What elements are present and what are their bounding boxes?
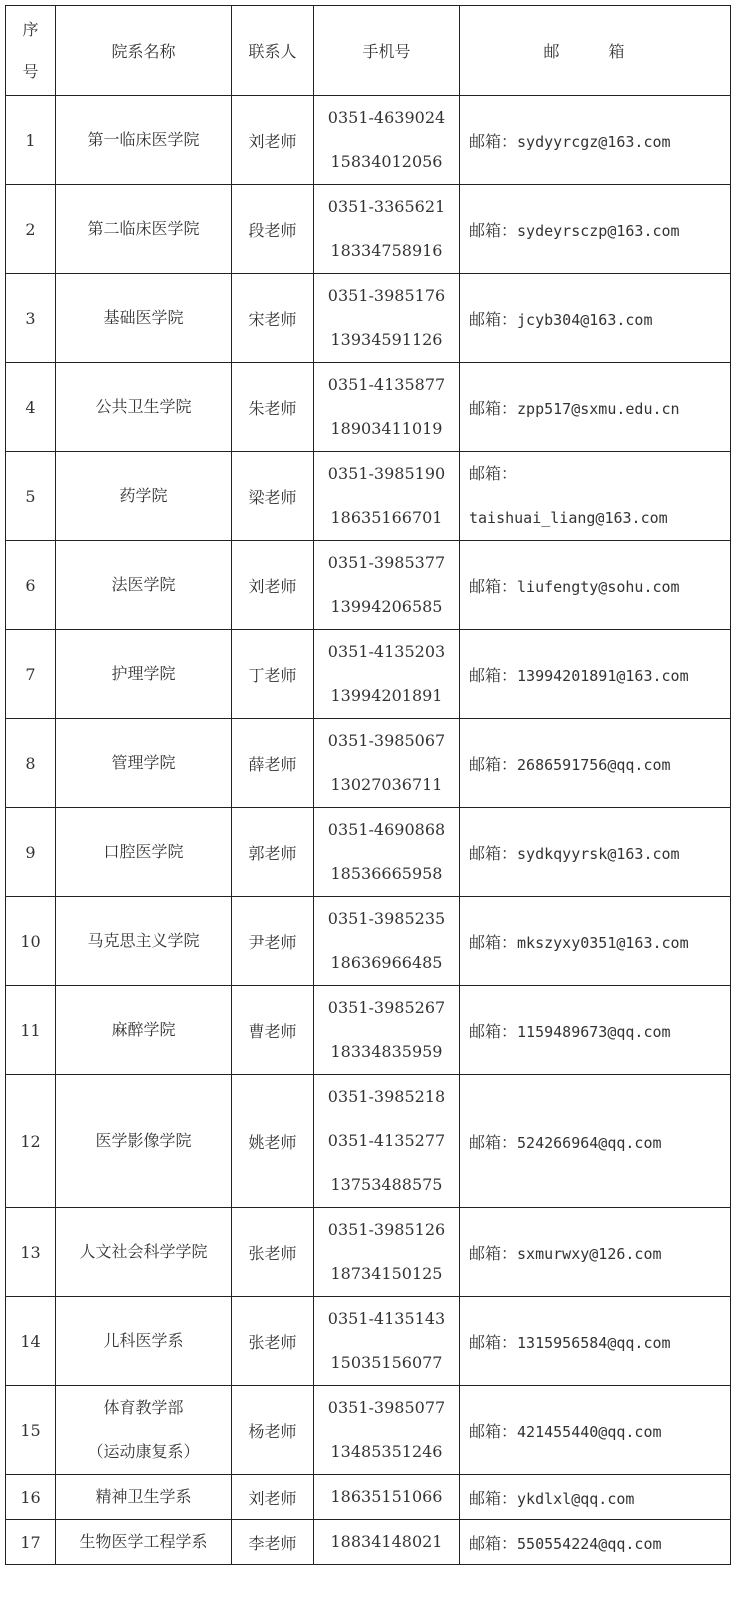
email-cell: [460, 1520, 731, 1565]
department-name: [56, 808, 232, 897]
department-name-line: 护理学院: [111, 664, 176, 683]
phone-number: 18334835959: [330, 1042, 443, 1061]
table-row: [6, 1475, 731, 1520]
contact-person: 杨老师: [232, 1386, 314, 1475]
contact-person: 梁老师: [232, 452, 314, 541]
department-name: [56, 986, 232, 1075]
row-index: 5: [6, 452, 56, 541]
phone-number: 13027036711: [330, 775, 443, 794]
phone-numbers: [314, 1475, 460, 1520]
email-address: ykdlxl@qq.com: [517, 1489, 635, 1508]
email-cell: [460, 808, 731, 897]
table-row: [6, 719, 731, 808]
table-row: [6, 541, 731, 630]
phone-numbers: [314, 1386, 460, 1475]
department-name-line: 马克思主义学院: [87, 931, 200, 950]
email-label: 邮箱：: [469, 1243, 518, 1263]
email-label: 邮箱：: [469, 665, 518, 685]
email-label: 邮箱：: [469, 398, 518, 418]
row-index: 2: [6, 185, 56, 274]
email-cell: [460, 274, 731, 363]
email-label: 邮箱：: [469, 464, 518, 483]
department-name: [56, 96, 232, 185]
contact-person: 宋老师: [232, 274, 314, 363]
phone-number: 0351-4690868: [327, 820, 446, 839]
email-label: 邮箱：: [469, 843, 518, 863]
department-name-line: 人文社会科学学院: [79, 1242, 208, 1261]
email-address: zpp517@sxmu.edu.cn: [517, 399, 680, 418]
contact-person: 张老师: [232, 1208, 314, 1297]
email-cell: [460, 96, 731, 185]
table-row: [6, 274, 731, 363]
row-index: 10: [6, 897, 56, 986]
phone-number: 13994206585: [330, 597, 443, 616]
row-index: 7: [6, 630, 56, 719]
contact-person: 薛老师: [232, 719, 314, 808]
department-name: [56, 1208, 232, 1297]
phone-number: 13934591126: [330, 330, 443, 349]
row-index: 14: [6, 1297, 56, 1386]
phone-number: 18334758916: [330, 241, 443, 260]
department-name: [56, 630, 232, 719]
header-email: 邮 箱: [460, 6, 731, 96]
table-body: [6, 96, 731, 1565]
email-address: mkszyxy0351@163.com: [517, 933, 689, 952]
department-name: [56, 185, 232, 274]
email-label: 邮箱：: [469, 932, 518, 952]
email-label: 邮箱：: [469, 1533, 518, 1553]
email-address: sydyyrcgz@163.com: [517, 132, 671, 151]
email-cell: [460, 452, 731, 541]
phone-number: 13994201891: [330, 686, 443, 705]
table-row: [6, 1075, 731, 1208]
email-cell: [460, 1075, 731, 1208]
email-address: 421455440@qq.com: [517, 1422, 662, 1441]
contact-person: 刘老师: [232, 96, 314, 185]
row-index: 6: [6, 541, 56, 630]
phone-number: 0351-3985126: [327, 1220, 446, 1239]
email-cell: [460, 986, 731, 1075]
contact-person: 姚老师: [232, 1075, 314, 1208]
email-address: taishuai_liang@163.com: [469, 509, 668, 527]
email-cell: [460, 1208, 731, 1297]
department-name-line: 管理学院: [111, 753, 176, 772]
email-label: 邮箱：: [469, 309, 518, 329]
row-index: 15: [6, 1386, 56, 1475]
phone-number: 13753488575: [330, 1175, 443, 1194]
phone-number: 0351-3985218: [327, 1087, 446, 1106]
department-name: [56, 363, 232, 452]
department-name-line: 法医学院: [111, 575, 176, 594]
department-name-line: 第二临床医学院: [87, 219, 200, 238]
row-index: 12: [6, 1075, 56, 1208]
phone-numbers: [314, 986, 460, 1075]
department-name: [56, 1475, 232, 1520]
phone-number: 0351-3985190: [327, 464, 446, 483]
contact-person: 丁老师: [232, 630, 314, 719]
department-name: [56, 719, 232, 808]
row-index: 11: [6, 986, 56, 1075]
phone-number: 18903411019: [330, 419, 443, 438]
table-row: [6, 808, 731, 897]
email-cell: [460, 897, 731, 986]
header-index: 序 号: [6, 6, 56, 96]
email-address: sydeyrsczp@163.com: [517, 221, 680, 240]
email-label: 邮箱：: [469, 754, 518, 774]
phone-numbers: [314, 185, 460, 274]
table-row: [6, 897, 731, 986]
row-index: 1: [6, 96, 56, 185]
phone-number: 0351-3985176: [327, 286, 446, 305]
department-name-line: 医学影像学院: [95, 1131, 192, 1150]
table-header-row: [6, 6, 731, 96]
department-name: [56, 1386, 232, 1475]
contact-person: 朱老师: [232, 363, 314, 452]
phone-numbers: [314, 1075, 460, 1208]
phone-number: 0351-3985377: [327, 553, 446, 572]
row-index: 16: [6, 1475, 56, 1520]
department-name: [56, 897, 232, 986]
header-department-name: 院系名称: [56, 6, 232, 96]
phone-numbers: [314, 96, 460, 185]
email-label: 邮箱：: [469, 1132, 518, 1152]
email-label: 邮箱：: [469, 1021, 518, 1041]
email-label: 邮箱：: [469, 220, 518, 240]
email-address: 2686591756@qq.com: [517, 755, 671, 774]
phone-number: 0351-4135143: [327, 1309, 446, 1328]
phone-number: 18635151066: [330, 1487, 443, 1506]
email-address: 550554224@qq.com: [517, 1534, 662, 1553]
phone-numbers: [314, 897, 460, 986]
department-name: [56, 452, 232, 541]
phone-number: 0351-3365621: [327, 197, 446, 216]
phone-numbers: [314, 1297, 460, 1386]
email-address: 524266964@qq.com: [517, 1133, 662, 1152]
phone-numbers: [314, 1208, 460, 1297]
department-name-line: 麻醉学院: [111, 1020, 176, 1039]
department-name: [56, 1520, 232, 1565]
email-address: 1159489673@qq.com: [517, 1022, 671, 1041]
email-cell: [460, 630, 731, 719]
row-index: 3: [6, 274, 56, 363]
department-name: [56, 1075, 232, 1208]
phone-number: 18635166701: [330, 508, 443, 527]
phone-number: 0351-4135277: [327, 1131, 446, 1150]
phone-number: 18734150125: [330, 1264, 443, 1283]
phone-number: 15834012056: [330, 152, 443, 171]
phone-numbers: [314, 274, 460, 363]
phone-numbers: [314, 363, 460, 452]
table-row: [6, 1297, 731, 1386]
row-index: 9: [6, 808, 56, 897]
phone-number: 0351-3985235: [327, 909, 446, 928]
contact-person: 刘老师: [232, 541, 314, 630]
table-row: [6, 986, 731, 1075]
email-label: 邮箱：: [469, 1488, 518, 1508]
email-label: 邮箱：: [469, 131, 518, 151]
phone-number: 0351-4639024: [327, 108, 446, 127]
phone-number: 0351-3985267: [327, 998, 446, 1017]
email-label: 邮箱：: [469, 1332, 518, 1352]
email-cell: [460, 719, 731, 808]
phone-number: 0351-4135877: [327, 375, 446, 394]
department-name: [56, 541, 232, 630]
contacts-table: [5, 5, 731, 1565]
email-cell: [460, 1475, 731, 1520]
department-name-line: 精神卫生学系: [95, 1487, 192, 1506]
department-name-line: 第一临床医学院: [87, 130, 200, 149]
phone-numbers: [314, 452, 460, 541]
department-name-line: 基础医学院: [103, 308, 184, 327]
phone-number: 18834148021: [330, 1532, 443, 1551]
contact-person: 刘老师: [232, 1475, 314, 1520]
phone-number: 15035156077: [330, 1353, 443, 1372]
contact-person: 李老师: [232, 1520, 314, 1565]
email-cell: [460, 363, 731, 452]
table-row: [6, 363, 731, 452]
phone-number: 0351-4135203: [327, 642, 446, 661]
department-name: [56, 1297, 232, 1386]
row-index: 4: [6, 363, 56, 452]
email-address: sxmurwxy@126.com: [517, 1244, 662, 1263]
row-index: 13: [6, 1208, 56, 1297]
email-cell: [460, 541, 731, 630]
contact-person: 郭老师: [232, 808, 314, 897]
email-address: 1315956584@qq.com: [517, 1333, 671, 1352]
table-row: [6, 1208, 731, 1297]
phone-numbers: [314, 541, 460, 630]
email-label: 邮箱：: [469, 1421, 518, 1441]
phone-number: 0351-3985077: [327, 1398, 446, 1417]
contact-person: 曹老师: [232, 986, 314, 1075]
phone-number: 18536665958: [330, 864, 443, 883]
phone-number: 0351-3985067: [327, 731, 446, 750]
department-name: [56, 274, 232, 363]
header-contact-person: 联系人: [232, 6, 314, 96]
email-cell: [460, 1297, 731, 1386]
department-name-line: 体育教学部: [103, 1398, 184, 1417]
phone-numbers: [314, 1520, 460, 1565]
contact-person: 尹老师: [232, 897, 314, 986]
row-index: 8: [6, 719, 56, 808]
department-name-line: 生物医学工程学系: [79, 1532, 208, 1551]
contact-person: 张老师: [232, 1297, 314, 1386]
department-name-line: 公共卫生学院: [95, 397, 192, 416]
row-index: 17: [6, 1520, 56, 1565]
table-row: [6, 185, 731, 274]
email-address: 13994201891@163.com: [517, 666, 689, 685]
header-phone: 手机号: [314, 6, 460, 96]
email-address: sydkqyyrsk@163.com: [517, 844, 680, 863]
table-row: [6, 452, 731, 541]
phone-numbers: [314, 630, 460, 719]
department-name-line: 口腔医学院: [103, 842, 184, 861]
email-cell: [460, 1386, 731, 1475]
table-row: [6, 630, 731, 719]
contact-person: 段老师: [232, 185, 314, 274]
email-cell: [460, 185, 731, 274]
email-label: 邮箱：: [469, 576, 518, 596]
phone-numbers: [314, 808, 460, 897]
table-row: [6, 96, 731, 185]
phone-number: 18636966485: [330, 953, 443, 972]
phone-numbers: [314, 719, 460, 808]
department-name-line: 药学院: [119, 486, 168, 505]
department-name-line: （运动康复系）: [87, 1442, 200, 1461]
table-row: [6, 1386, 731, 1475]
table-row: [6, 1520, 731, 1565]
department-name-line: 儿科医学系: [103, 1331, 184, 1350]
phone-number: 13485351246: [330, 1442, 443, 1461]
email-address: jcyb304@163.com: [517, 310, 653, 329]
email-address: liufengty@sohu.com: [517, 577, 680, 596]
